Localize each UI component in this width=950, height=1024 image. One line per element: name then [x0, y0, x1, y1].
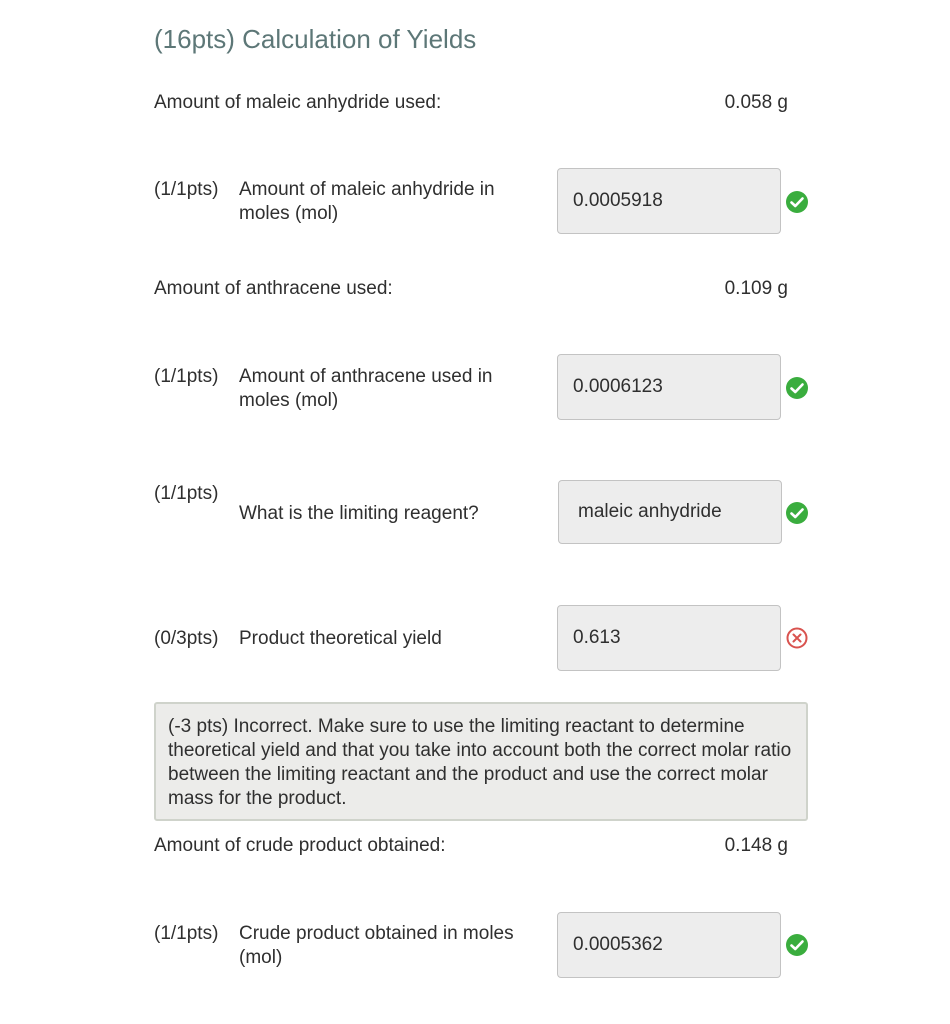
check-circle-icon: [786, 502, 808, 524]
question-text: Product theoretical yield: [239, 628, 442, 649]
feedback-box: (-3 pts) Incorrect. Make sure to use the limiting reactant to determine theoretical yield and that you take into account both the correct molar ratio between the limiting reactant and the product and use the correct molar mass for the product.: [154, 702, 808, 821]
question-points: (0/3pts): [154, 628, 219, 649]
question-points: (1/1pts): [154, 483, 219, 504]
section-title: (16pts) Calculation of Yields: [154, 24, 477, 54]
answer-field-theoretical-yield[interactable]: 0.613: [557, 605, 781, 671]
check-circle-icon: [786, 934, 808, 956]
given-label-anthracene: Amount of anthracene used:: [154, 278, 393, 299]
given-value-crude-product: 0.148 g: [724, 835, 788, 856]
given-label-maleic: Amount of maleic anhydride used:: [154, 92, 442, 113]
answer-select-limiting-reagent[interactable]: maleic anhydride: [558, 480, 782, 544]
question-text: Crude product obtained in moles (mol): [239, 923, 514, 968]
given-label-crude-product: Amount of crude product obtained:: [154, 835, 446, 856]
answer-field-anthracene-moles[interactable]: 0.0006123: [557, 354, 781, 420]
question-text: Amount of maleic anhydride in moles (mol): [239, 179, 495, 224]
question-points: (1/1pts): [154, 179, 219, 200]
question-text: Amount of anthracene used in moles (mol): [239, 366, 493, 411]
question-text: What is the limiting reagent?: [239, 503, 479, 524]
check-circle-icon: [786, 377, 808, 399]
given-value-anthracene: 0.109 g: [724, 278, 788, 299]
answer-field-maleic-moles[interactable]: 0.0005918: [557, 168, 781, 234]
x-circle-icon: [786, 627, 808, 649]
check-circle-icon: [786, 191, 808, 213]
answer-field-crude-moles[interactable]: 0.0005362: [557, 912, 781, 978]
given-value-maleic: 0.058 g: [724, 92, 788, 113]
question-points: (1/1pts): [154, 923, 219, 944]
question-points: (1/1pts): [154, 366, 219, 387]
